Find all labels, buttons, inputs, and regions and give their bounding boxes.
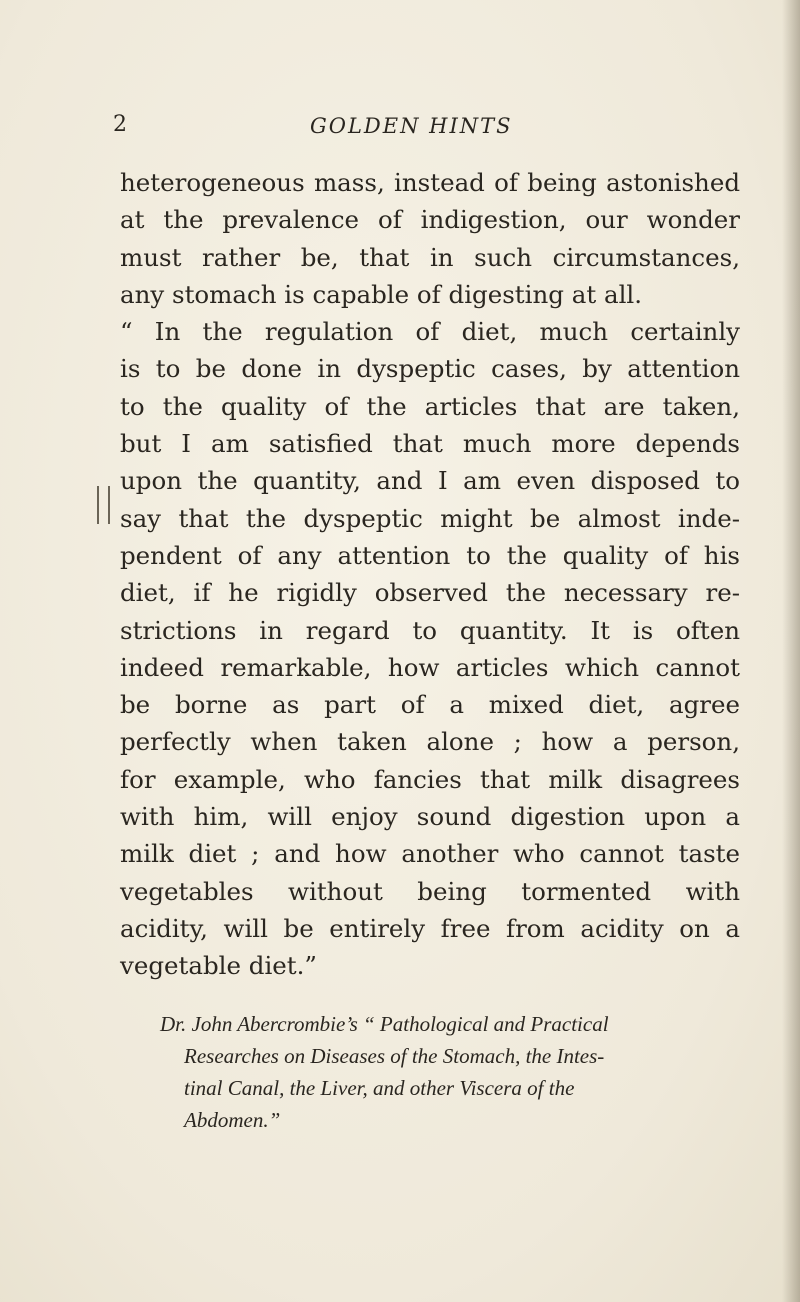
text-line: diet, if he rigidly observed the necessary re- — [120, 578, 740, 608]
text-line: vegetables without being tormented with — [120, 876, 740, 906]
text-line: upon the quantity, and I am even disposed to — [120, 466, 740, 496]
text-line: perfectly when taken alone ; how a person, — [120, 727, 740, 757]
text-line: be borne as part of a mixed diet, agree — [120, 690, 740, 720]
citation-line: Dr. John Abercrombie’s “ Pathological and Practical — [160, 1012, 609, 1036]
text-line: “ In the regulation of diet, much certainly — [120, 317, 740, 347]
text-line: for example, who fancies that milk disagrees — [120, 764, 740, 794]
body-paragraph — [120, 164, 740, 985]
text-line: indeed remarkable, how articles which cannot — [120, 652, 740, 682]
running-head — [0, 112, 800, 142]
source-citation — [160, 1008, 740, 1136]
text-line: say that the dyspeptic might be almost inde- — [120, 503, 740, 533]
text-line: at the prevalence of indigestion, our wonder — [120, 205, 740, 235]
citation-line: Researches on Diseases of the Stomach, the Intes- — [184, 1044, 605, 1068]
margin-mark — [97, 486, 110, 524]
text-line: heterogeneous mass, instead of being astonished — [120, 168, 740, 197]
citation-line: tinal Canal, the Liver, and other Viscera of the — [184, 1076, 575, 1100]
page-edge-shadow — [782, 0, 800, 1302]
text-line: pendent of any attention to the quality of his — [120, 540, 740, 570]
text-line: is to be done in dyspeptic cases, by attention — [120, 354, 740, 384]
text-line: milk diet ; and how another who cannot taste — [120, 839, 740, 869]
running-title: GOLDEN HINTS — [310, 114, 513, 138]
citation-line: Abdomen.” — [184, 1108, 281, 1132]
text-line: to the quality of the articles that are taken, — [120, 391, 740, 421]
text-line: with him, will enjoy sound digestion upon a — [120, 802, 740, 832]
text-line: but I am satisfied that much more depends — [120, 429, 740, 459]
text-line: acidity, will be entirely free from acidity on a — [120, 913, 740, 943]
text-line: strictions in regard to quantity. It is often — [120, 615, 740, 645]
page-number: 2 — [113, 112, 128, 137]
text-line: must rather be, that in such circumstances, — [120, 242, 740, 272]
text-line: any stomach is capable of digesting at all. — [120, 279, 643, 309]
text-line: vegetable diet.” — [120, 951, 317, 981]
